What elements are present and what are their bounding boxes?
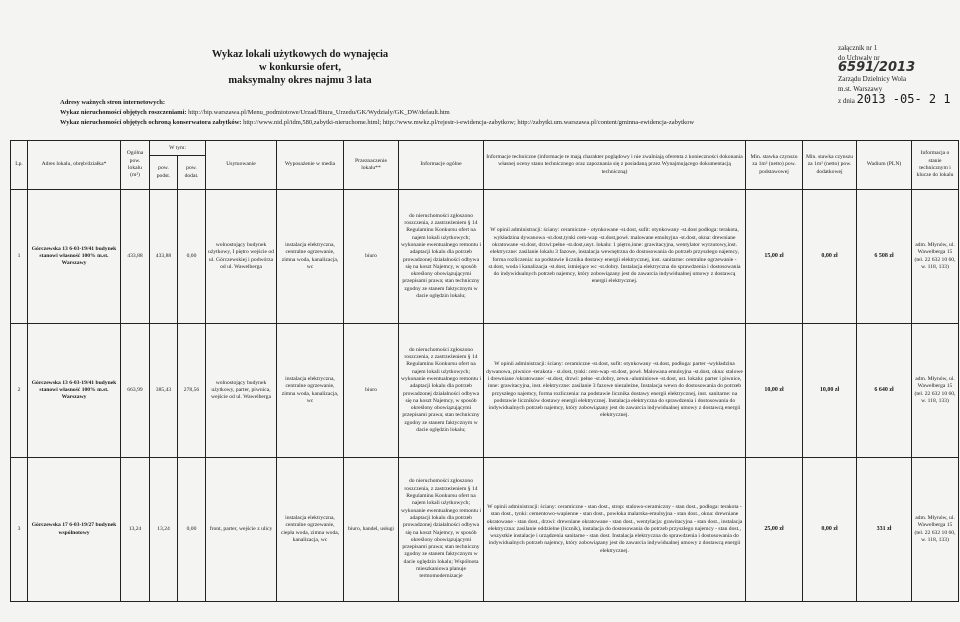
- header-technical: Informacje techniczne (informacje te mają charakter poglądowy i nie zwalniają oferenta z konieczności dokonania własnej oceny stanu technicznego oraz zapoznania się z posiadaną przez Wynajmującego dokumentacją techniczną): [484, 141, 746, 190]
- cell-usage: wolnostojący budynek użytkowy, parter, piwnica, wejście od ul. Wawelberga: [206, 324, 277, 458]
- cell-address: Górczewska 17 6-03-19/27 budynek wspólnotowy: [28, 458, 121, 602]
- header-deposit: Wadium (PLN): [857, 141, 912, 190]
- cell-area-extra: 0,00: [178, 190, 206, 324]
- header-rate-basic: Min. stawka czynszu za 1m² (netto) pow. podstawowej: [746, 141, 803, 190]
- cell-area-total: 13,24: [121, 458, 150, 602]
- cell-rate-basic: 15,00 zł: [746, 190, 803, 324]
- cell-state: adm. Młynów, ul. Wawelberga 15 (tel. 22 632 10 60, w. 118, 133): [912, 190, 959, 324]
- links-line-1-url[interactable]: http://bip.warszawa.pl/Menu_podmiotowe/Urzad/Biura_Urzedu/GK/Wydzialy/GK_DW/default.htm: [188, 109, 450, 116]
- cell-address: Górczewska 13 6-03-19/41 budynek stanowi własność 100% m.st. Warszawy: [28, 324, 121, 458]
- annex-label: załącznik nr 1: [838, 44, 878, 52]
- cell-rate-extra: 10,00 zł: [803, 324, 857, 458]
- document-title: [200, 48, 400, 87]
- cell-deposit: 6 508 zł: [857, 190, 912, 324]
- header-general: Informacje ogólne: [399, 141, 484, 190]
- table-row: [11, 324, 959, 458]
- cell-deposit: 331 zł: [857, 458, 912, 602]
- cell-general: do nieruchomości zgłoszono roszczenia, z zastrzeżeniem § 14 Regulaminu Konkursu ofert na najem lokali użytkowych; wykonanie ewentualnego remontu i adaptacji lokalu dla potrzeb prowadzonej działalności odbywa się na koszt Najemcy, w sposób określony obowiązującymi przepisami prawa; stan techniczny zgodny ze stanem faktycznym w dacie oględzin lokalu; Wspólnota mieszkaniowa planuje termomodernizacje: [399, 458, 484, 602]
- header-purpose: Przeznaczenie lokalu**: [344, 141, 399, 190]
- header-usage: Usytuowanie: [206, 141, 277, 190]
- cell-area-extra: 0,00: [178, 458, 206, 602]
- cell-rate-basic: 25,00 zł: [746, 458, 803, 602]
- header-area-basic: pow. podst.: [150, 156, 178, 190]
- cell-media: instalacja elektryczna, centralne ogrzewanie, zimna woda, kanalizacja, wc: [277, 324, 344, 458]
- cell-media: instalacja elektryczna, centralne ogrzewanie, zimna woda, kanalizacja, wc: [277, 190, 344, 324]
- cell-address: Górczewska 13 6-03-19/41 budynek stanowi własność 100% m.st. Warszawy: [28, 190, 121, 324]
- cell-area-extra: 278,56: [178, 324, 206, 458]
- table-row: [11, 458, 959, 602]
- header-state: Informacja o stanie technicznym i klucze do lokalu: [912, 141, 959, 190]
- header-media: Wyposażenie w media: [277, 141, 344, 190]
- annex-header: [838, 43, 956, 106]
- cell-general: do nieruchomości zgłoszono roszczenia, z zastrzeżeniem § 14 Regulaminu Konkursu ofert na najem lokali użytkowych; wykonanie ewentualnego remontu i adaptacji lokalu dla potrzeb prowadzonej działalności odbywa się na koszt Najemcy, w sposób określony obowiązującymi przepisami prawa; stan techniczny zgodny ze stanem faktycznym w dacie oględzin lokalu;: [399, 190, 484, 324]
- cell-purpose: biuro: [344, 190, 399, 324]
- cell-lp: 2: [11, 324, 28, 458]
- header-area-extra: pow. dodat.: [178, 156, 206, 190]
- cell-technical: W opinii administracji: ściany: ceramiczne -st.dost, sufit: otynkowany -st.dost, podłoga: parter -wykładzina dywanowa, piwnice -terakota - st.dost, tynki: cem-wap -st.dost, powł. Malowana emulsyjna -st.dost, okna: stalowe i drewniane /okratowane/ -st.dost, drzwi: pełne -st.dobry, zewn.-aluminiowe -st.dost, ust. lokalu: parter i piwnice, inne: grawitacyjna, inst. elektryczne: zasilanie 3 fazowe niezależne, Instalacja wewn do dostosowania do potrzeb przyszłego najemcy, forma rozliczenia: na podstawie licznika dostawy energii elektrycznej, inst. sanitarne: na podstawie liczników dostawy energii elektrycznej. Instalacja elektryczna do sprawdzenia i dostosowania do indywidualnych potrzeb najemcy, który zobowiązany jest do zawarcia indywidualnej umowy z dostawcą energii elektrycznej.: [484, 324, 746, 458]
- header-lp: Lp.: [11, 141, 28, 190]
- header-area-total: Ogólna pow. lokalu (m²): [121, 141, 150, 190]
- header-address: Adres lokalu, obręb/działka*: [28, 141, 121, 190]
- premises-table: [10, 140, 959, 602]
- links-line-1: [60, 108, 694, 118]
- city-name: m.st. Warszawy: [838, 85, 883, 93]
- resolution-number: 6591/2013: [838, 60, 916, 75]
- cell-rate-basic: 10,00 zł: [746, 324, 803, 458]
- links-line-2-label: Wykaz nieruchomości objętych ochroną konserwatora zabytków:: [60, 119, 242, 126]
- cell-usage: front, parter, wejście z ulicy: [206, 458, 277, 602]
- cell-area-total: 663,99: [121, 324, 150, 458]
- board-name: Zarządu Dzielnicy Wola: [838, 75, 907, 83]
- resolution-label: do Uchwały nr: [838, 54, 880, 62]
- title-line-3: maksymalny okres najmu 3 lata: [228, 75, 372, 86]
- cell-area-basic: 385,43: [150, 324, 178, 458]
- cell-state: adm. Młynów, ul. Wawelberga 15 (tel. 22 632 10 60, w. 118, 133): [912, 458, 959, 602]
- cell-purpose: biuro, handel, usługi: [344, 458, 399, 602]
- cell-state: adm. Młynów, ul. Wawelberga 15 (tel. 22 632 10 60, w. 118, 133): [912, 324, 959, 458]
- cell-rate-extra: 0,00 zł: [803, 190, 857, 324]
- title-line-1: Wykaz lokali użytkowych do wynajęcia: [211, 49, 389, 60]
- table-header-row: [11, 141, 959, 156]
- resolution-line: [838, 53, 956, 74]
- cell-area-basic: 13,24: [150, 458, 178, 602]
- cell-area-basic: 433,88: [150, 190, 178, 324]
- links-line-2: [60, 118, 694, 128]
- cell-rate-extra: 0,00 zł: [803, 458, 857, 602]
- links-line-2-url[interactable]: http://www.nid.pl/idm,580,zabytki-nieruchome.html; http://www.mwkz.pl/rejestr-i-ewidencja-zabytkow; http://zabytki.um.warszawa.pl/content/gminna-ewidencja-zabytkow: [243, 119, 695, 126]
- date-prefix: z dnia: [838, 97, 855, 105]
- cell-lp: 3: [11, 458, 28, 602]
- cell-usage: wolnostojący budynek użytkowy, I piętro wejście od ul. Górczewskiej i podwórza od ul. Wawelberga: [206, 190, 277, 324]
- header-rate-extra: Min. stawka czynszu za 1m² (netto) pow. dodatkowej: [803, 141, 857, 190]
- links-line-1-label: Wykaz nieruchomości objętych roszczeniami:: [60, 109, 187, 116]
- date-line: [838, 94, 956, 106]
- cell-technical: W opinii administracji: ściany: ceramiczne - otynkowane -st.dost, sufit: otynkowany -st.dost podłoga: terakota, wykładzina dywanowa -st.dost,tynki cem-wap -st.dost,powł. malowane emulsyjna -st.dost, okna: drewniane okratowane -st.dost, drzwi:pełne -st.dost,usyt. lokalu: 1 piętro,inne: grawitacyjna, wentylator wyrzutowy,inst. elektryczne: zasilanie lokalu 3 fazowe, instalacja wewnętrzna do dostosowania do potrzeb przyszłego najemcy, forma rozliczenia: na podstawie licznika dostawy energii elektrycznej, inst. sanitarne: centralne ogrzewanie - st.dost, woda i kanalizacja -st.dost, istniejące wc -st.dobry. Instalacja elektryczna do sprawdzenia i dostosowania do indywidualnych potrzeb najemcy, który zobowiązany jest do zawarcia indywidualnej umowy z dostawcą energii elektrycznej.: [484, 190, 746, 324]
- cell-technical: W opinii administracji: ściany: ceramiczne - stan dost., strop: stalowo-ceramiczny - stan dost., podłoga: terakota - stan dost., tynki: cementowo-wapienne - stan dost., powłoka malarska-emulsyjna - stan dost., okna: drewniane okratowane - stan dost., drzwi: drewniane okratowane - stan dost., wentylacja: grawitacyjna - stan dost., instalacja elektryczna: zasilanie oddzielne (licznik), instalacja do dostosowania do potrzeb przyszłego najemcy - stan dost., wszystkie instalacje i urządzenia sanitarne - stan dost. Instalacja elektryczna do sprawdzenia i dostosowania do indywidualnych potrzeb najemcy, który zobowiązany jest do zawarcia indywidualnej umowy z dostawcą energii elektrycznej.: [484, 458, 746, 602]
- cell-lp: 1: [11, 190, 28, 324]
- header-of-which: W tym:: [150, 141, 206, 156]
- table-row: [11, 190, 959, 324]
- links-block: [60, 98, 694, 128]
- cell-general: do nieruchomości zgłoszono roszczenia, z zastrzeżeniem § 14 Regulaminu Konkursu ofert na najem lokali użytkowych; wykonanie ewentualnego remontu i adaptacji lokalu dla potrzeb prowadzonej działalności odbywa się na koszt Najemcy, w sposób określony obowiązującymi przepisami prawa; stan techniczny zgodny ze stanem faktycznym w dacie oględzin lokalu;: [399, 324, 484, 458]
- cell-media: instalacja elektryczna, centralne ogrzewanie, ciepła woda, zimna woda, kanalizacja, wc: [277, 458, 344, 602]
- cell-area-total: 433,88: [121, 190, 150, 324]
- links-heading: Adresy ważnych stron internetowych:: [60, 99, 166, 106]
- cell-deposit: 6 640 zł: [857, 324, 912, 458]
- title-line-2: w konkursie ofert,: [259, 62, 341, 73]
- date-stamp: 2013 -05- 2 1: [856, 92, 951, 106]
- cell-purpose: biuro: [344, 324, 399, 458]
